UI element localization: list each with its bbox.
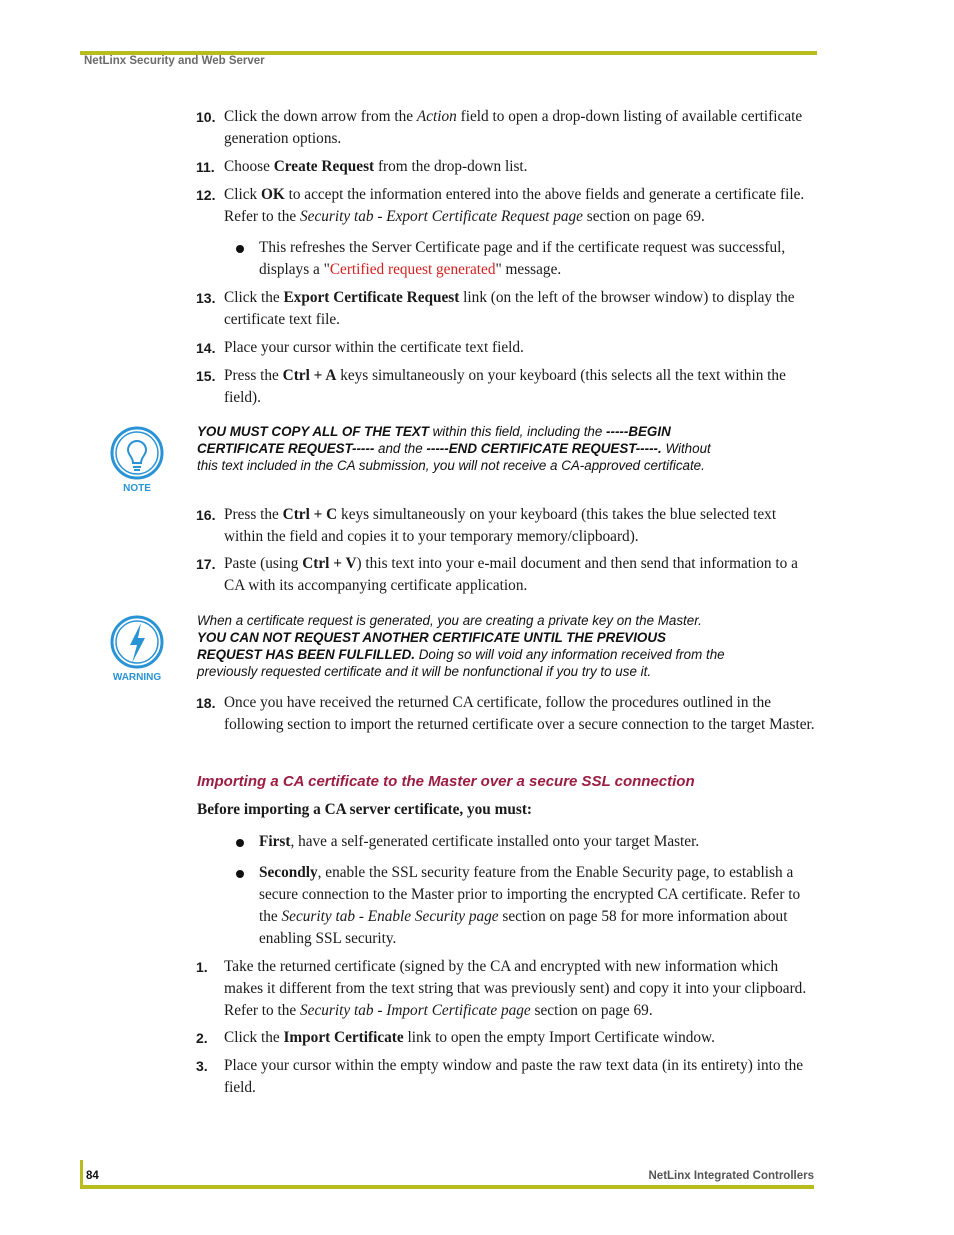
step-number: 10. bbox=[196, 109, 216, 125]
step-number: 3. bbox=[196, 1058, 208, 1074]
step-text: Click OK to accept the information entered into the above fields and generate a certificate file. Refer to the Security tab - Export Certificate Request page section on page 69. bbox=[224, 186, 805, 225]
bullet-item bbox=[236, 831, 816, 853]
cross-reference-link[interactable]: Security tab - Import Certificate page bbox=[300, 1002, 531, 1019]
lightbulb-icon bbox=[108, 424, 166, 494]
cross-reference-link[interactable]: Security tab - Export Certificate Request page bbox=[300, 208, 583, 225]
step-number: 18. bbox=[196, 695, 216, 711]
bullet-text: Secondly, enable the SSL security feature from the Enable Security page, to establish a secure connection to the Master prior to importing the encrypted CA certificate. Refer to the Security tab - Enable Security page section on page 58 for more information about enabling SSL security. bbox=[259, 864, 801, 947]
status-message: Certified request generated bbox=[329, 261, 496, 278]
bullet-dot-icon bbox=[236, 839, 244, 847]
section-lead: Before importing a CA server certificate, you must: bbox=[197, 801, 533, 818]
step-14 bbox=[196, 337, 816, 359]
bullet-dot-icon bbox=[236, 245, 244, 253]
step-text: Take the returned certificate (signed by the CA and encrypted with new information which makes it different from the text string that was previously sent) and copy it into your clipboard. Refer to the Security tab - Import Certificate page section on page 69. bbox=[224, 958, 807, 1019]
step-text: Paste (using Ctrl + V) this text into your e-mail document and then send that information to a CA with its accompanying certificate application. bbox=[224, 555, 798, 594]
lightning-bolt-icon bbox=[108, 613, 166, 683]
step-number: 12. bbox=[196, 187, 216, 203]
bullet-text: First, have a self-generated certificate installed onto your target Master. bbox=[259, 833, 700, 850]
note-callout: YOU MUST COPY ALL OF THE TEXT within this field, including the -----BEGIN CERTIFICATE REQUEST----- and the -----END CERTIFICATE REQUEST-----. Without this text included in the CA submission, you will not receive a CA-approved certificate. bbox=[197, 424, 711, 473]
step-number: 14. bbox=[196, 340, 216, 356]
step-16 bbox=[196, 504, 816, 548]
step-15 bbox=[196, 365, 816, 409]
step-text: Click the down arrow from the Action field to open a drop-down listing of available certificate generation options. bbox=[224, 108, 803, 147]
step-11 bbox=[196, 156, 816, 178]
bullet-text: This refreshes the Server Certificate page and if the certificate request was successful, displays a "Certified request generated" message. bbox=[259, 239, 786, 278]
step-number: 13. bbox=[196, 290, 216, 306]
bullet-item bbox=[236, 862, 816, 950]
step-18 bbox=[196, 692, 816, 736]
step-number: 2. bbox=[196, 1030, 208, 1046]
step-10 bbox=[196, 106, 816, 150]
step-12 bbox=[196, 184, 816, 228]
step-text: Click the Import Certificate link to open the empty Import Certificate window. bbox=[224, 1029, 715, 1046]
step-13 bbox=[196, 287, 816, 331]
warning-callout: When a certificate request is generated, you are creating a private key on the Master. YOU CAN NOT REQUEST ANOTHER CERTIFICATE UNTIL THE PREVIOUS REQUEST HAS BEEN FULFILLED. Doing so will void any information received from the previously requested certificate and it will be nonfunctional if you try to use it. bbox=[197, 613, 725, 679]
running-header: NetLinx Security and Web Server bbox=[84, 55, 265, 67]
step-number: 1. bbox=[196, 959, 208, 975]
step-number: 16. bbox=[196, 507, 216, 523]
step-text: Press the Ctrl + C keys simultaneously on your keyboard (this takes the blue selected text within the field and copies it to your temporary memory/clipboard). bbox=[224, 506, 777, 545]
step-17 bbox=[196, 553, 816, 597]
step-number: 11. bbox=[196, 159, 215, 175]
footer-rule bbox=[80, 1185, 814, 1189]
page-number: 84 bbox=[86, 1170, 99, 1182]
step-number: 15. bbox=[196, 368, 216, 384]
icon-label: WARNING bbox=[112, 672, 162, 683]
step-text: Place your cursor within the empty window and paste the raw text data (in its entirety) into the field. bbox=[224, 1057, 804, 1096]
running-footer: NetLinx Integrated Controllers bbox=[648, 1170, 814, 1182]
bullet-item bbox=[236, 237, 816, 281]
section-heading: Importing a CA certificate to the Master over a secure SSL connection bbox=[197, 773, 695, 790]
step-text: Once you have received the returned CA certificate, follow the procedures outlined in the following section to import the returned certificate over a secure connection to the target Master. bbox=[224, 694, 815, 733]
step-number: 17. bbox=[196, 556, 216, 572]
step-2 bbox=[196, 1027, 816, 1049]
step-text: Place your cursor within the certificate text field. bbox=[224, 339, 524, 356]
step-1 bbox=[196, 956, 816, 1022]
step-text: Choose Create Request from the drop-down list. bbox=[224, 158, 528, 175]
step-text: Press the Ctrl + A keys simultaneously on your keyboard (this selects all the text within the field). bbox=[224, 367, 786, 406]
cross-reference-link[interactable]: Security tab - Enable Security page bbox=[281, 908, 499, 925]
icon-label: NOTE bbox=[123, 483, 151, 494]
step-3 bbox=[196, 1055, 816, 1099]
bullet-dot-icon bbox=[236, 870, 244, 878]
step-text: Click the Export Certificate Request link (on the left of the browser window) to display the certificate text file. bbox=[224, 289, 795, 328]
